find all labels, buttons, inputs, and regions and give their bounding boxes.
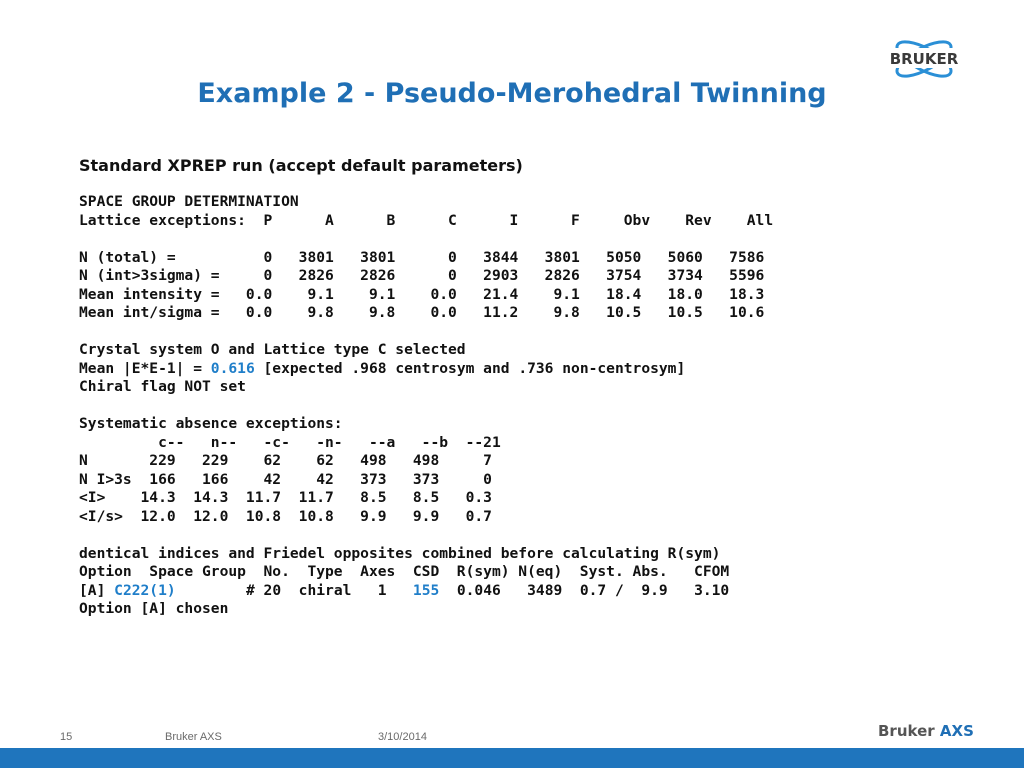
output-text: N (int>3sigma) = 0 2826 2826 0 2903 2826 3754 3734 5596 — [79, 267, 765, 284]
slide-title: Example 2 - Pseudo-Merohedral Twinning — [197, 78, 827, 109]
bottom-bar — [0, 748, 1024, 768]
highlighted-value: C222(1) — [114, 581, 176, 599]
output-line — [79, 545, 773, 564]
output-text: 0.046 3489 0.7 / 9.9 3.10 — [439, 581, 730, 599]
footer-brand-prefix: Bruker — [878, 722, 935, 740]
output-line — [79, 212, 773, 231]
output-line — [79, 508, 773, 527]
output-text: c-- n-- -c- -n- --a --b --21 — [79, 433, 501, 451]
output-line — [79, 415, 773, 434]
output-line — [79, 582, 773, 601]
output-line — [79, 471, 773, 490]
output-line — [79, 304, 773, 323]
output-text: dentical indices and Friedel opposites combined before calculating R(sym) — [79, 544, 721, 562]
output-text: <I/s> 12.0 12.0 10.8 10.8 9.9 9.9 0.7 — [79, 507, 492, 525]
output-text: Chiral flag NOT set — [79, 378, 246, 395]
output-text: Lattice exceptions: P A B C I F Obv Rev All — [79, 211, 774, 229]
output-line — [79, 193, 773, 212]
output-line — [79, 452, 773, 471]
output-line — [79, 489, 773, 508]
output-text: [A] — [79, 581, 115, 599]
output-text: SPACE GROUP DETERMINATION — [79, 193, 299, 210]
output-text: Option Space Group No. Type Axes CSD R(sym) N(eq) Syst. Abs. CFOM — [79, 563, 730, 580]
output-line — [79, 397, 773, 416]
output-text: [expected .968 centrosym and .736 non-centrosym] — [254, 359, 686, 377]
output-text: Mean int/sigma = 0.0 9.8 9.8 0.0 11.2 9.8 10.5 10.5 10.6 — [79, 304, 765, 321]
highlighted-value: 155 — [412, 581, 440, 599]
footer-brand — [878, 722, 974, 740]
output-text: # 20 chiral 1 — [175, 581, 413, 599]
output-line — [79, 323, 773, 342]
output-line — [79, 434, 773, 453]
output-line — [79, 267, 773, 286]
footer-brand-suffix: AXS — [939, 722, 974, 740]
logo-text: BRUKER — [889, 50, 959, 68]
output-text: N 229 229 62 62 498 498 7 — [79, 452, 492, 469]
output-line — [79, 230, 773, 249]
output-line — [79, 249, 773, 268]
footer-date: 3/10/2014 — [378, 731, 427, 743]
output-text: N I>3s 166 166 42 42 373 373 0 — [79, 470, 492, 488]
output-text: Crystal system O and Lattice type C selected — [79, 341, 466, 358]
output-line — [79, 600, 773, 619]
output-line — [79, 360, 773, 379]
page-number: 15 — [60, 731, 73, 743]
output-text: Mean intensity = 0.0 9.1 9.1 0.0 21.4 9.1 18.4 18.0 18.3 — [79, 285, 765, 303]
output-line — [79, 526, 773, 545]
output-line — [79, 563, 773, 582]
footer-company: Bruker AXS — [165, 731, 222, 743]
output-text: N (total) = 0 3801 3801 0 3844 3801 5050 5060 7586 — [79, 248, 765, 266]
output-line — [79, 286, 773, 305]
xprep-output — [79, 193, 773, 619]
output-text: <I> 14.3 14.3 11.7 11.7 8.5 8.5 0.3 — [79, 489, 492, 506]
output-text: Mean |E*E-1| = — [79, 359, 211, 377]
output-line — [79, 341, 773, 360]
output-text: Option [A] chosen — [79, 600, 229, 617]
slide-subtitle: Standard XPREP run (accept default parameters) — [79, 156, 523, 175]
highlighted-value: 0.616 — [210, 359, 255, 377]
output-text: Systematic absence exceptions: — [79, 415, 343, 432]
output-line — [79, 378, 773, 397]
